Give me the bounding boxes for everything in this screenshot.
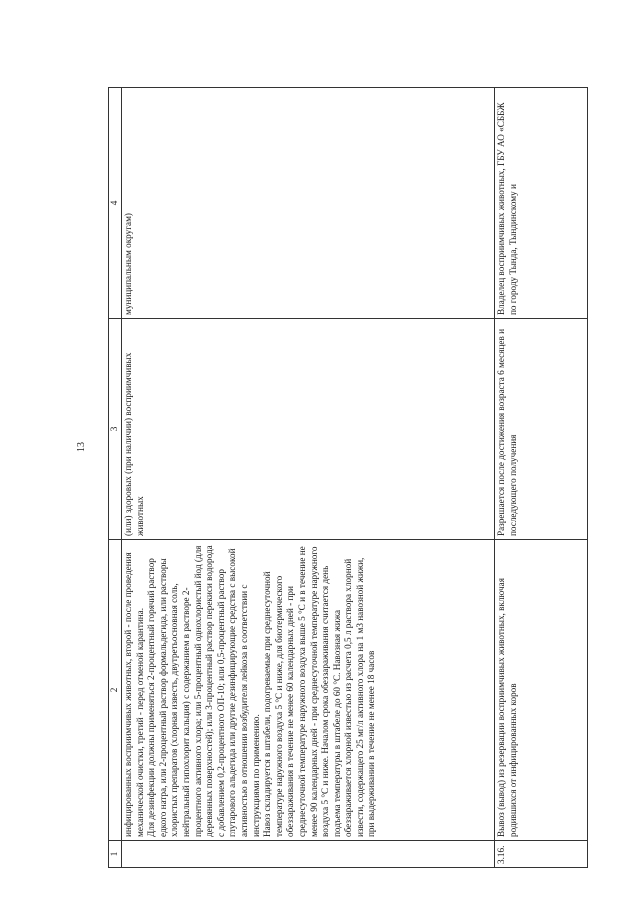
timing-text: (или) здоровых (при наличии) восприимчивых животных (122, 319, 495, 540)
paragraph: Навоз складируется в штабели, подогреваемые при среднесуточной температуре наружного воздуха 5 °С и ниже, для биотермического обеззараживания в течение не менее 60 календарных дней - при среднесуточной температуре наружного воздуха выше 5 °С и в течение не менее 90 календарных дней - при среднесуточной температуре наружного воздуха 5 °С и ниже. Началом срока обеззараживания считается день подъема температуры в штабеле до 60 °С. Навозная жижа обеззараживается хлорной известью из расчета 0,5 л раствора хлорной извести, содержащего 25 мг/л активного хлора на 1 м3 навозной жижи, при выдерживании в течение не менее 18 часов (262, 546, 377, 837)
header-col-4: 4 (109, 88, 122, 319)
measure-text: Вывоз (вывод) из резервации восприимчивых животных, включая родившихся от инфицированных коров (495, 540, 588, 841)
paragraph: инфицированных восприимчивых животных, второй - после проведения механической очистки, третий - перед отменой карантина. (123, 552, 145, 837)
row-number: 3.16. (495, 841, 588, 868)
timing-text: Разрешается после достижения возраста 6 месяцев и последующего получения (495, 319, 588, 540)
measures-table (108, 87, 588, 868)
header-row (109, 88, 122, 868)
responsible-text: Владелец восприимчивых животных, ГБУ АО «СББЖ по городу Тында, Тындинскому и (495, 88, 588, 319)
header-col-3: 3 (109, 319, 122, 540)
header-col-1: 1 (109, 841, 122, 868)
paragraph: Для дезинфекции должны применяться 2-процентный горячий раствор едкого натра, или 2-процентный раствор формальдегида, или растворы хлористых препаратов (хлорная известь, двутретьосновная соль, нейтральный гипохлорит кальция) с содержанием в растворе 2-процентного активного хлора; или 5-процентный однохлористый йод (для деревянных поверхностей); или 3-процентный раствор перекиси водорода с добавлением 0,2-процентного ОП-10; или 0,5-процентный раствор глутарового альдегида или другие дезинфицирующие средства с высокой активностью в отношении возбудителя лейкоза в соответствии с инструкциями по применению. (146, 545, 261, 837)
table-row (122, 88, 495, 868)
measure-text (122, 540, 495, 841)
rotated-page (108, 92, 588, 868)
header-col-2: 2 (109, 540, 122, 841)
responsible-text: муниципальным округам) (122, 88, 495, 319)
table-row (495, 88, 588, 868)
page-number: 13 (76, 442, 87, 452)
row-number (122, 841, 495, 868)
